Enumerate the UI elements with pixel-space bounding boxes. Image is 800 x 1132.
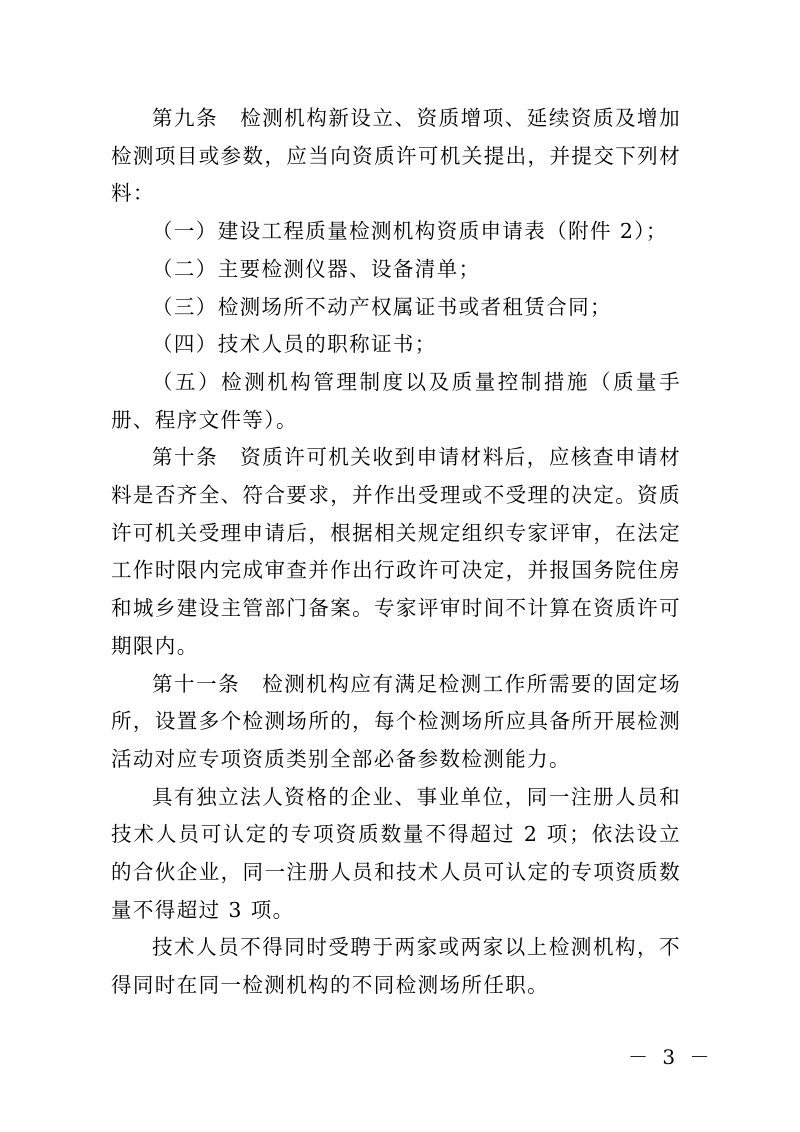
article-11-paragraph: 第十一条 检测机构应有满足检测工作所需要的固定场所，设置多个检测场所的，每个检测场所应具备所开展检测活动对应专项资质类别全部必备参数检测能力。 [111, 671, 681, 771]
list-item-1: （一）建设工程质量检测机构资质申请表（附件 2）； [152, 219, 668, 244]
list-item-5: （五）检测机构管理制度以及质量控制措施（质量手册、程序文件等）。 [111, 369, 681, 432]
list-item-3: （三）检测场所不动产权属证书或者租赁合同； [152, 294, 612, 319]
technical-staff-paragraph: 技术人员不得同时受聘于两家或两家以上检测机构，不得同时在同一检测机构的不同检测场所任职。 [111, 935, 681, 998]
legal-entity-paragraph: 具有独立法人资格的企业、事业单位，同一注册人员和技术人员可认定的专项资质数量不得超过 2 项；依法设立的合伙企业，同一注册人员和技术人员可认定的专项资质数量不得超过 3 项。 [111, 784, 681, 922]
article-10-paragraph: 第十条 资质许可机关收到申请材料后，应核查申请材料是否齐全、符合要求，并作出受理或不受理的决定。资质许可机关受理申请后，根据相关规定组织专家评审，在法定工作时限内完成审查并作出行政许可决定，并报国务院住房和城乡建设主管部门备案。专家评审时间不计算在资质许可期限内。 [111, 445, 681, 658]
article-9-paragraph: 第九条 检测机构新设立、资质增项、延续资质及增加检测项目或参数，应当向资质许可机关提出，并提交下列材料： [111, 106, 681, 206]
document-body [111, 100, 681, 1005]
list-item-4: （四）技术人员的职称证书； [152, 332, 437, 357]
list-item-2: （二）主要检测仪器、设备清单； [152, 256, 481, 281]
page-number: － 3 － [628, 1045, 714, 1069]
